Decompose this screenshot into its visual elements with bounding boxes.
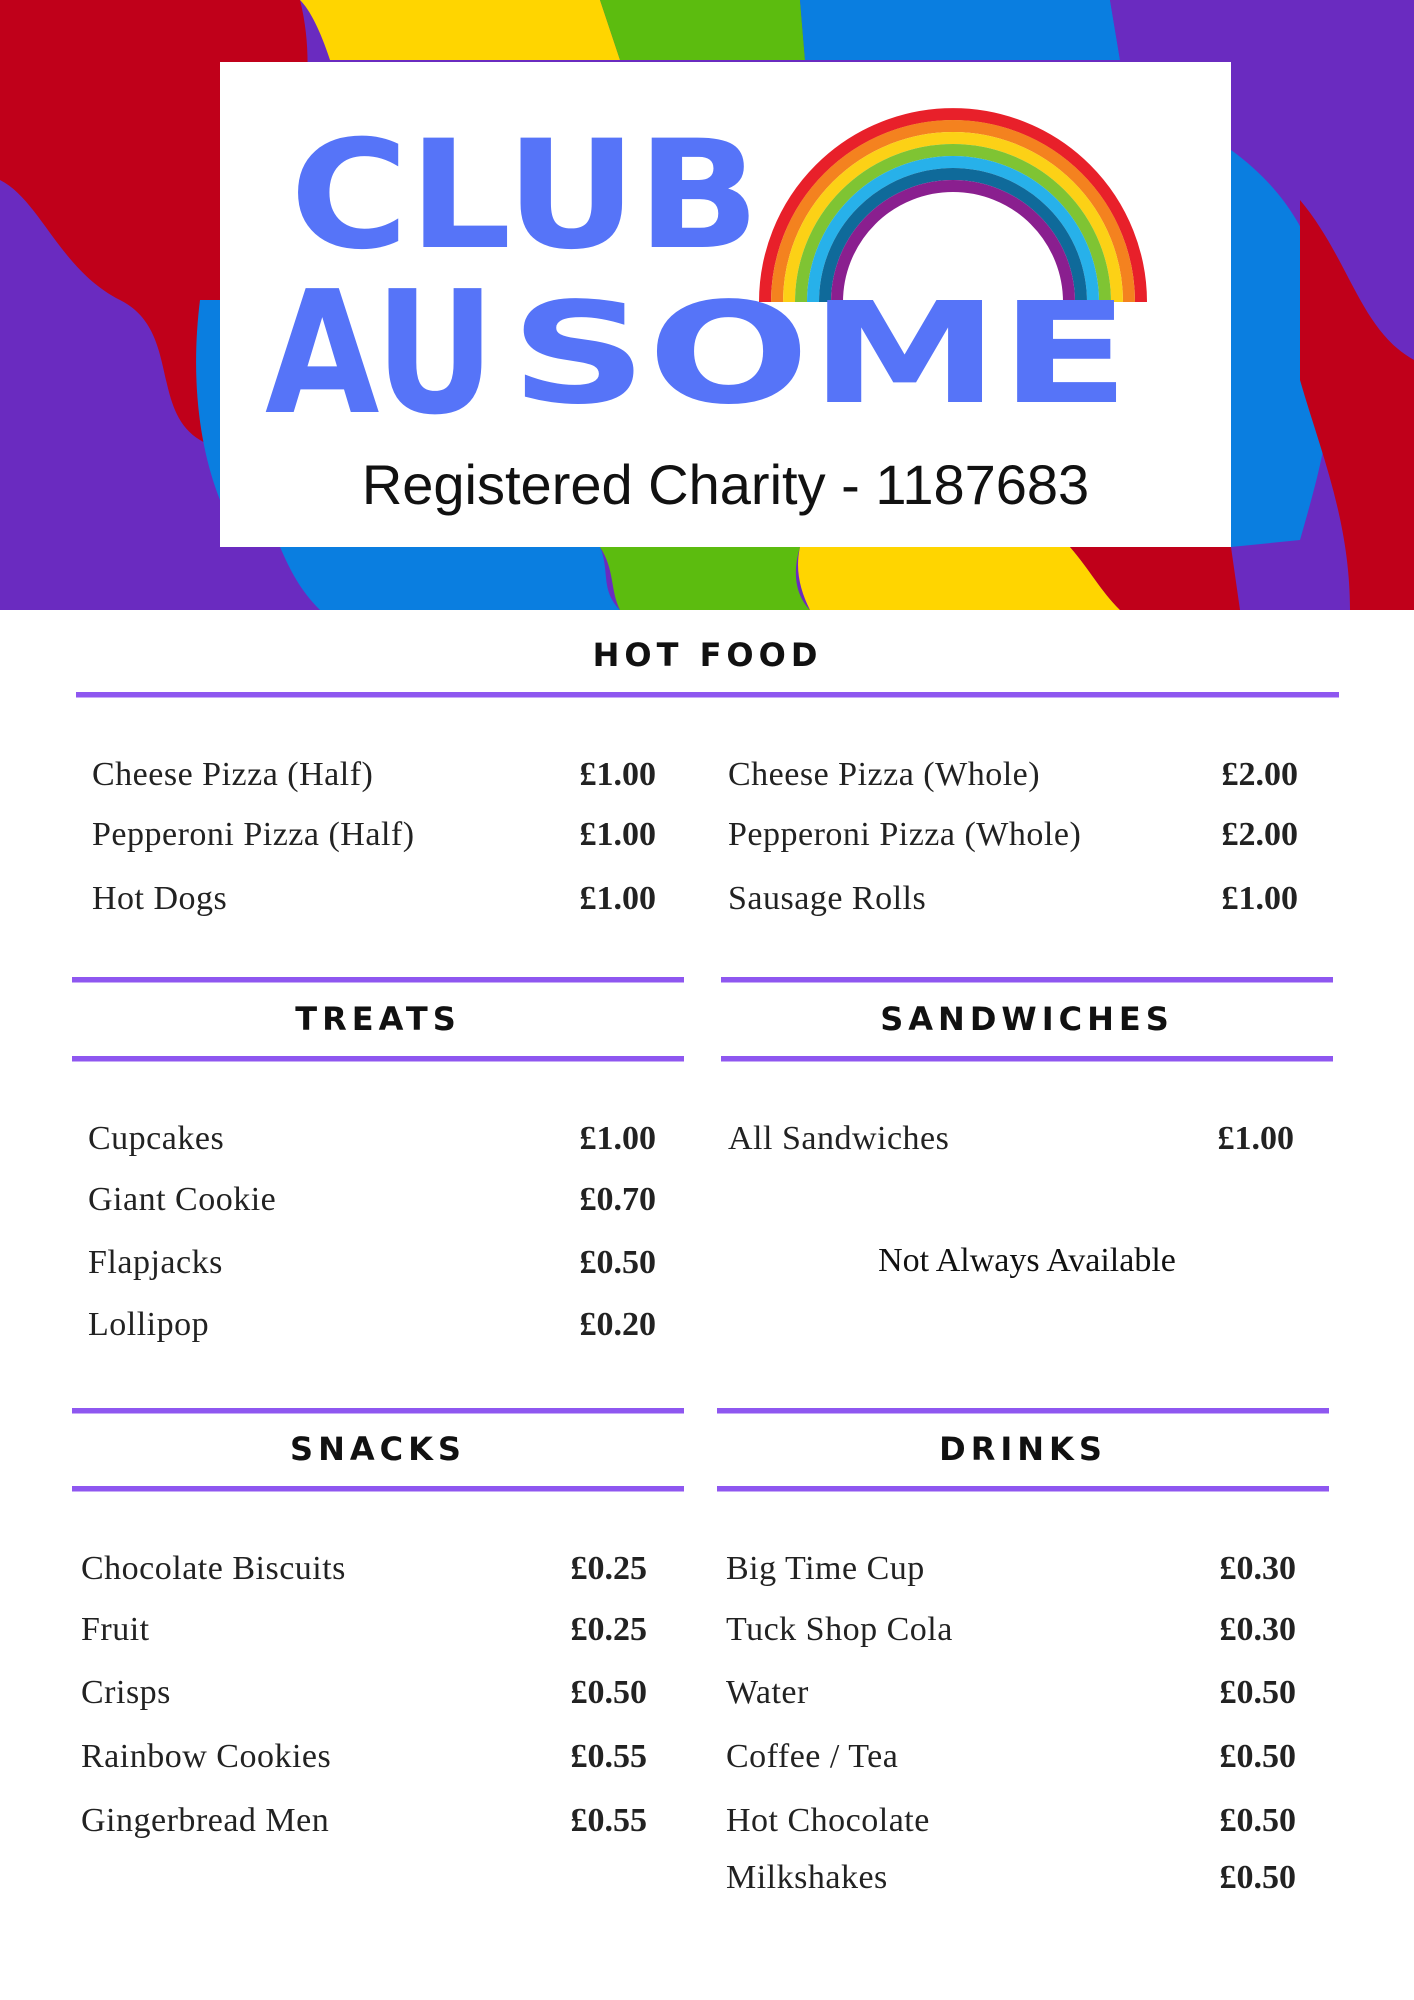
club-ausome-logo xyxy=(220,62,1231,442)
divider xyxy=(717,1408,1329,1414)
item-name: Coffee / Tea xyxy=(726,1738,899,1775)
section-title-treats: TREATS xyxy=(295,1000,461,1038)
divider xyxy=(72,1486,684,1492)
item-name: Big Time Cup xyxy=(726,1550,925,1587)
item-price: £1.00 xyxy=(579,1120,656,1157)
item-price: £1.00 xyxy=(579,816,656,853)
item-name: Milkshakes xyxy=(726,1859,888,1896)
menu-item xyxy=(92,880,656,928)
menu-item xyxy=(726,1550,1296,1598)
menu-item xyxy=(726,1674,1296,1722)
item-name: Lollipop xyxy=(88,1306,210,1343)
menu-item xyxy=(88,1181,656,1229)
charity-number: Registered Charity - 1187683 xyxy=(361,453,1090,516)
svg-text:SOME: SOME xyxy=(510,273,1130,436)
item-name: Hot Chocolate xyxy=(726,1802,930,1839)
item-price: £0.55 xyxy=(570,1738,647,1775)
item-price: £0.25 xyxy=(570,1611,647,1648)
divider xyxy=(72,1408,684,1414)
menu-item xyxy=(88,1244,656,1292)
item-name: Fruit xyxy=(81,1611,150,1648)
svg-text:CLUB: CLUB xyxy=(290,109,760,283)
divider xyxy=(76,692,1339,698)
item-price: £2.00 xyxy=(1221,756,1298,793)
divider xyxy=(72,977,684,983)
menu-item xyxy=(92,816,656,864)
item-price: £0.70 xyxy=(579,1181,656,1218)
availability-note: Not Always Available xyxy=(878,1242,1176,1279)
menu-item xyxy=(81,1674,647,1722)
item-price: £0.30 xyxy=(1219,1611,1296,1648)
item-price: £0.50 xyxy=(579,1244,656,1281)
menu-item xyxy=(81,1738,647,1786)
item-name: Hot Dogs xyxy=(92,880,228,917)
item-price: £0.50 xyxy=(1219,1802,1296,1839)
item-name: Crisps xyxy=(81,1674,171,1711)
item-name: Gingerbread Men xyxy=(81,1802,330,1839)
item-price: £0.30 xyxy=(1219,1550,1296,1587)
item-name: Flapjacks xyxy=(88,1244,223,1281)
item-price: £0.25 xyxy=(570,1550,647,1587)
svg-text:AU: AU xyxy=(265,255,495,442)
item-price: £1.00 xyxy=(1221,880,1298,917)
item-name: Tuck Shop Cola xyxy=(726,1611,953,1648)
menu-item xyxy=(88,1120,656,1168)
section-title-hot-food: HOT FOOD xyxy=(592,636,823,674)
divider xyxy=(721,977,1333,983)
item-name: Sausage Rolls xyxy=(728,880,927,917)
section-title-drinks: DRINKS xyxy=(939,1430,1107,1468)
menu-item xyxy=(88,1306,656,1354)
divider xyxy=(717,1486,1329,1492)
menu-item xyxy=(92,756,656,804)
item-name: Giant Cookie xyxy=(88,1181,277,1218)
item-price: £0.50 xyxy=(1219,1674,1296,1711)
item-price: £1.00 xyxy=(1217,1120,1294,1157)
divider xyxy=(72,1056,684,1062)
menu-item xyxy=(726,1738,1296,1786)
item-price: £1.00 xyxy=(579,880,656,917)
item-name: Cheese Pizza (Half) xyxy=(92,756,374,793)
menu-item xyxy=(81,1802,647,1850)
menu-item xyxy=(728,880,1298,928)
menu-item xyxy=(81,1611,647,1659)
header-banner xyxy=(0,0,1414,610)
item-price: £2.00 xyxy=(1221,816,1298,853)
logo-box xyxy=(220,62,1231,547)
menu-item xyxy=(728,816,1298,864)
item-name: Cheese Pizza (Whole) xyxy=(728,756,1041,793)
section-title-sandwiches: SANDWICHES xyxy=(880,1000,1174,1038)
item-name: Cupcakes xyxy=(88,1120,225,1157)
item-price: £0.50 xyxy=(1219,1859,1296,1896)
item-name: Pepperoni Pizza (Whole) xyxy=(728,816,1082,853)
item-price: £0.50 xyxy=(570,1674,647,1711)
menu-item xyxy=(728,1120,1294,1168)
item-name: Rainbow Cookies xyxy=(81,1738,332,1775)
menu-item xyxy=(726,1859,1296,1907)
item-name: All Sandwiches xyxy=(728,1120,950,1157)
divider xyxy=(721,1056,1333,1062)
section-title-snacks: SNACKS xyxy=(290,1430,466,1468)
item-price: £0.20 xyxy=(579,1306,656,1343)
menu-item xyxy=(726,1611,1296,1659)
menu-item xyxy=(81,1550,647,1598)
item-name: Water xyxy=(726,1674,809,1711)
item-price: £1.00 xyxy=(579,756,656,793)
menu-item xyxy=(726,1802,1296,1850)
item-price: £0.50 xyxy=(1219,1738,1296,1775)
item-name: Pepperoni Pizza (Half) xyxy=(92,816,415,853)
item-price: £0.55 xyxy=(570,1802,647,1839)
item-name: Chocolate Biscuits xyxy=(81,1550,346,1587)
menu-item xyxy=(728,756,1298,804)
